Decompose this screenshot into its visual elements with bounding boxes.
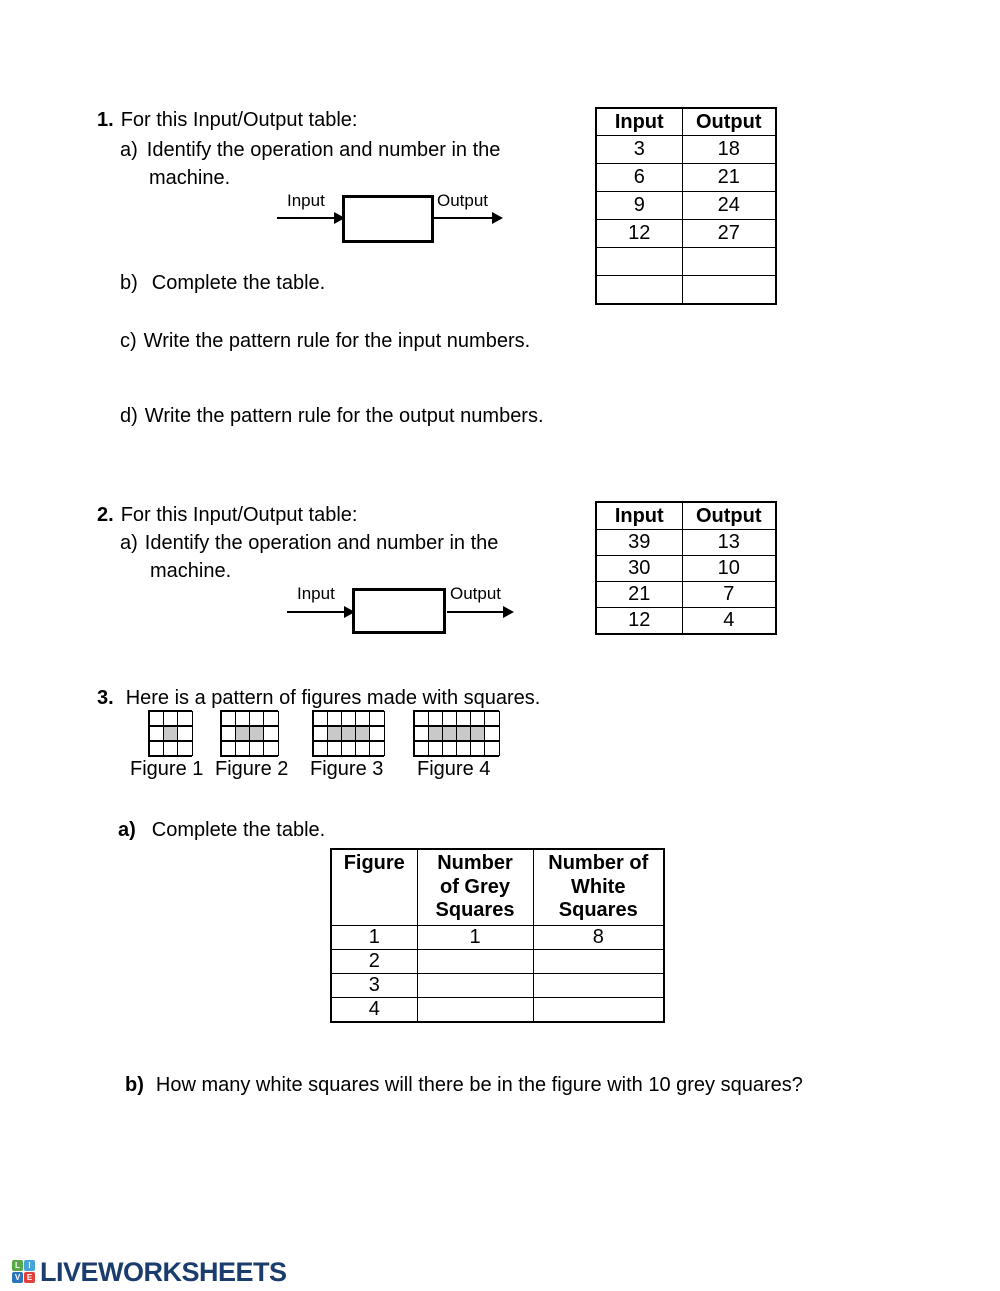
q2-col-input: Input (596, 502, 682, 530)
q1-io-table (595, 107, 777, 305)
q1-answer-output-4[interactable] (682, 248, 776, 276)
q1-number: 1. (97, 109, 114, 131)
q2-part-a (120, 531, 498, 555)
q2-cell-output-3: 4 (682, 608, 776, 635)
q1-d-text: Write the pattern rule for the output numbers. (144, 405, 544, 427)
pattern-square (369, 711, 385, 726)
figure-4-grid (413, 710, 499, 757)
q3-answer-grey-2[interactable] (417, 974, 533, 998)
q1-cell-output-1: 21 (682, 164, 776, 192)
q1-col-output: Output (682, 108, 776, 136)
q1-cell-input-2: 9 (596, 192, 682, 220)
q3-part-b (125, 1073, 803, 1097)
q1-a-text: Identify the operation and number in the (146, 139, 501, 161)
q3-cell-grey-0: 1 (417, 926, 533, 950)
q2-cell-output-0: 13 (682, 530, 776, 556)
q3-answer-white-2[interactable] (533, 974, 664, 998)
q1-cell-input-3: 12 (596, 220, 682, 248)
figure-2-grid (220, 710, 278, 757)
q1-d-label: d) (120, 405, 138, 427)
q1-part-a-line2: machine. (149, 167, 231, 189)
table-row (331, 950, 664, 974)
q2-machine-output-label: Output (450, 584, 502, 603)
q1-b-text: Complete the table. (151, 272, 326, 294)
q2-title-text: For this Input/Output table: (120, 504, 358, 526)
q2-a-text: Identify the operation and number in the (144, 532, 499, 554)
q2-output-arrow-icon (447, 611, 512, 613)
pattern-square (177, 711, 193, 726)
q1-title-text: For this Input/Output table: (120, 109, 358, 131)
q3-title-text: Here is a pattern of figures made with squares. (125, 687, 541, 709)
table-header-row (596, 108, 776, 136)
q1-input-arrow-icon (277, 217, 343, 219)
pattern-square (484, 741, 500, 756)
q3-a-text: Complete the table. (151, 819, 326, 841)
q1-cell-input-0: 3 (596, 136, 682, 164)
q3-title (97, 686, 540, 710)
q1-machine-box[interactable] (342, 195, 434, 243)
q2-machine-diagram (287, 583, 513, 639)
q1-cell-output-0: 18 (682, 136, 776, 164)
q3-cell-figure-2: 3 (331, 974, 417, 998)
pattern-square (263, 726, 279, 741)
logo-square-i: I (24, 1260, 35, 1271)
q3-cell-figure-0: 1 (331, 926, 417, 950)
q3-cell-white-0: 8 (533, 926, 664, 950)
q3-answer-white-1[interactable] (533, 950, 664, 974)
liveworksheets-logo-icon (12, 1260, 35, 1283)
pattern-square (369, 726, 385, 741)
q1-col-input: Input (596, 108, 682, 136)
figure-4-label: Figure 4 (417, 758, 491, 780)
q3-number: 3. (97, 687, 114, 709)
q1-part-c (120, 329, 530, 353)
pattern-square (177, 741, 193, 756)
table-row (331, 926, 664, 950)
table-row (596, 220, 776, 248)
table-row (596, 192, 776, 220)
q2-machine-box[interactable] (352, 588, 446, 634)
q3-answer-grey-1[interactable] (417, 950, 533, 974)
q3-b-label: b) (125, 1074, 144, 1096)
logo-square-v: V (12, 1272, 23, 1283)
q3-answer-grey-3[interactable] (417, 998, 533, 1023)
q1-a-label: a) (120, 139, 138, 161)
q1-cell-output-2: 24 (682, 192, 776, 220)
q1-machine-input-label: Input (287, 191, 325, 210)
table-row (596, 276, 776, 305)
q3-cell-figure-3: 4 (331, 998, 417, 1023)
q1-part-d (120, 404, 544, 428)
q1-machine-output-label: Output (437, 191, 489, 210)
table-row (596, 582, 776, 608)
figure-1-label: Figure 1 (130, 758, 204, 780)
q3-figure-table (330, 848, 665, 1023)
table-row (596, 164, 776, 192)
table-header-row (596, 502, 776, 530)
q1-cell-output-3: 27 (682, 220, 776, 248)
q1-cell-input-1: 6 (596, 164, 682, 192)
logo-square-l: L (12, 1260, 23, 1271)
q3-col-grey: Number of Grey Squares (417, 849, 533, 926)
q3-b-text: How many white squares will there be in the figure with 10 grey squares? (155, 1074, 803, 1096)
q1-part-a (120, 138, 500, 162)
q1-answer-input-4[interactable] (596, 248, 682, 276)
q2-col-output: Output (682, 502, 776, 530)
table-row (596, 248, 776, 276)
q2-io-table (595, 501, 777, 635)
table-row (596, 136, 776, 164)
table-header-row (331, 849, 664, 926)
q2-a-label: a) (120, 532, 138, 554)
figure-3-grid (312, 710, 384, 757)
q1-c-text: Write the pattern rule for the input numbers. (143, 330, 531, 352)
table-row (331, 974, 664, 998)
q3-col-figure: Figure (331, 849, 417, 926)
q2-cell-input-1: 30 (596, 556, 682, 582)
q3-part-a (118, 818, 325, 842)
q2-title (97, 503, 357, 527)
q2-cell-output-2: 7 (682, 582, 776, 608)
figure-3-label: Figure 3 (310, 758, 384, 780)
q3-answer-white-3[interactable] (533, 998, 664, 1023)
pattern-square (177, 726, 193, 741)
q1-answer-input-5[interactable] (596, 276, 682, 305)
q2-part-a-line2: machine. (150, 560, 232, 582)
q3-col-white: Number of White Squares (533, 849, 664, 926)
liveworksheets-brand-text: LIVEWORKSHEETS (40, 1257, 287, 1287)
q2-machine-input-label: Input (297, 584, 335, 603)
table-row (596, 530, 776, 556)
q1-b-label: b) (120, 272, 138, 294)
q2-number: 2. (97, 504, 114, 526)
figure-1-grid (148, 710, 192, 757)
pattern-square (263, 741, 279, 756)
q1-machine-diagram (277, 190, 503, 246)
table-row (331, 998, 664, 1023)
figure-2-label: Figure 2 (215, 758, 289, 780)
logo-square-e: E (24, 1272, 35, 1283)
q3-a-label: a) (118, 819, 136, 841)
q2-cell-input-2: 21 (596, 582, 682, 608)
q1-title (97, 108, 357, 132)
table-row (596, 608, 776, 635)
q1-c-label: c) (120, 330, 137, 352)
q1-output-arrow-icon (432, 217, 501, 219)
pattern-square (484, 711, 500, 726)
q2-cell-input-0: 39 (596, 530, 682, 556)
q3-cell-figure-1: 2 (331, 950, 417, 974)
q2-input-arrow-icon (287, 611, 353, 613)
q2-cell-output-1: 10 (682, 556, 776, 582)
q1-part-b (120, 271, 325, 295)
q1-answer-output-5[interactable] (682, 276, 776, 305)
pattern-square (484, 726, 500, 741)
table-row (596, 556, 776, 582)
pattern-square (263, 711, 279, 726)
pattern-square (369, 741, 385, 756)
q2-cell-input-3: 12 (596, 608, 682, 635)
